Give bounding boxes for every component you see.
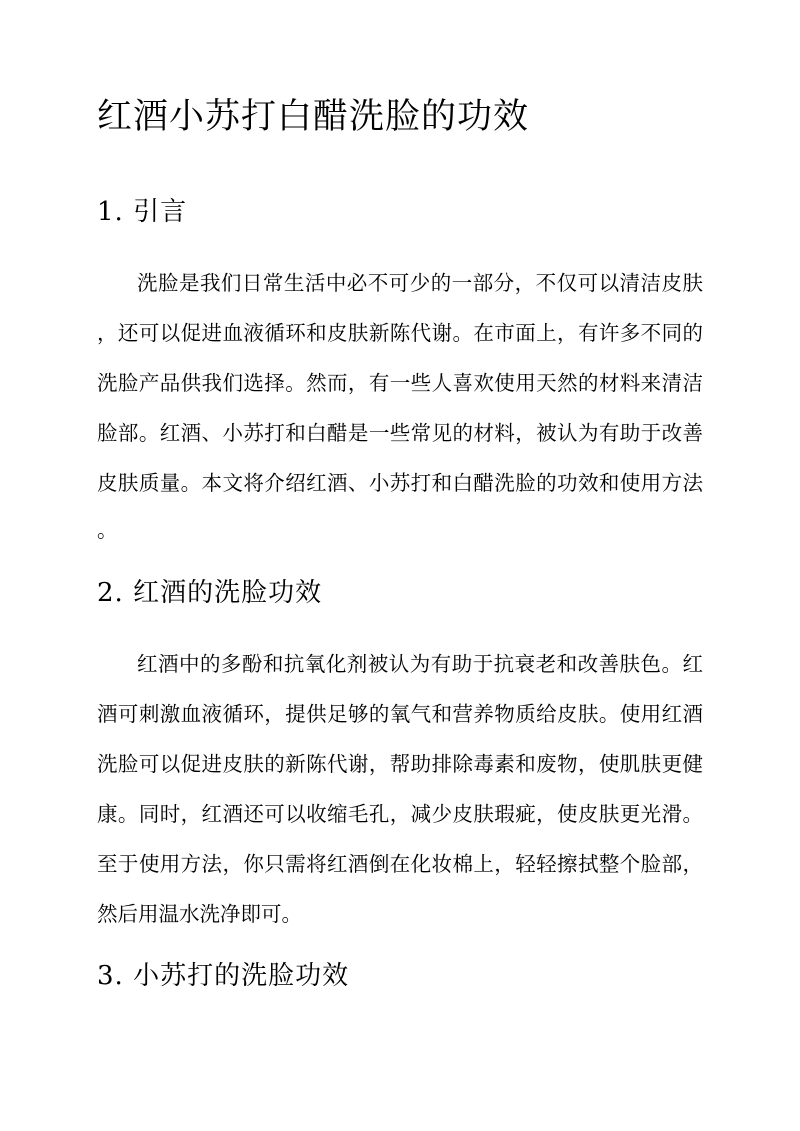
paragraph-line: 酒可刺激血液循环，提供足够的氧气和营养物质给皮肤。使用红酒 <box>97 702 703 726</box>
section-heading-introduction: 1. 引言 <box>97 197 188 227</box>
paragraph-line: 洗脸可以促进皮肤的新陈代谢，帮助排除毒素和废物，使肌肤更健 <box>97 752 703 776</box>
paragraph-line: 洗脸产品供我们选择。然而，有一些人喜欢使用天然的材料来清洁 <box>97 371 703 395</box>
paragraph-line: 洗脸是我们日常生活中必不可少的一部分，不仅可以清洁皮肤 <box>137 271 703 295</box>
paragraph-line: 。 <box>97 518 118 542</box>
paragraph-line: 脸部。红酒、小苏打和白醋是一些常见的材料，被认为有助于改善 <box>97 421 703 445</box>
paragraph-line: ，还可以促进血液循环和皮肤新陈代谢。在市面上，有许多不同的 <box>97 321 703 345</box>
document-title: 红酒小苏打白醋洗脸的功效 <box>97 97 530 137</box>
section-heading-baking-soda: 3. 小苏打的洗脸功效 <box>97 961 350 991</box>
section-heading-red-wine: 2. 红酒的洗脸功效 <box>97 578 323 608</box>
paragraph-line: 康。同时，红酒还可以收缩毛孔，减少皮肤瑕疵，使皮肤更光滑。 <box>97 802 703 826</box>
paragraph-line: 皮肤质量。本文将介绍红酒、小苏打和白醋洗脸的功效和使用方法 <box>97 471 703 495</box>
paragraph-line: 至于使用方法，你只需将红酒倒在化妆棉上，轻轻擦拭整个脸部， <box>97 852 703 876</box>
paragraph-line: 红酒中的多酚和抗氧化剂被认为有助于抗衰老和改善肤色。红 <box>137 652 703 676</box>
paragraph-line: 然后用温水洗净即可。 <box>97 902 302 926</box>
